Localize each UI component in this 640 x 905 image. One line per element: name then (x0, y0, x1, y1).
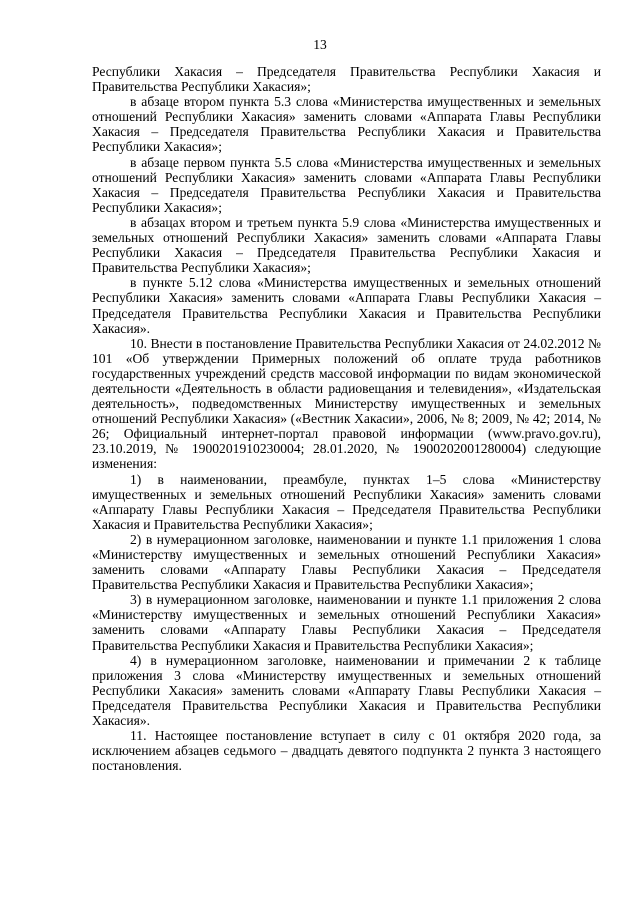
paragraph-item-10: 10. Внести в постановление Правительства Республики Хакасия от 24.02.2012 № 101 «Об утверждении Примерных положений об оплате труда работников государственных учреждений средств массовой информации по видам экономической деятельности «Деятельность в области радиовещания и телевидения», «Издательская деятельность», подведомственных Министерству имущественных и земельных отношений Республики Хакасия» («Вестник Хакасии», 2006, № 8; 2009, № 42; 2014, № 26; Официальный интернет-портал правовой информации (www.pravo.gov.ru), 23.10.2019, № 1900201910230004; 28.01.2020, № 1900202001280004) следующие изменения: (92, 335, 601, 472)
paragraph-subitem-1: 1) в наименовании, преамбуле, пунктах 1–5 слова «Министерству имущественных и земельных отношений Республики Хакасия» заменить словами «Аппарату Главы Республики Хакасия – Председателя Правительства Республики Хакасия и Правительства Республики Хакасия»; (92, 471, 601, 532)
paragraph-subitem-4: 4) в нумерационном заголовке, наименовании и примечании 2 к таблице приложения 3 слова «Министерству имущественных и земельных отношений Республики Хакасия» заменить словами «Аппарату Главы Республики Хакасия – Председателя Правительства Республики Хакасия и Правительства Республики Хакасия». (92, 652, 601, 729)
paragraph-point-5-9: в абзацах втором и третьем пункта 5.9 слова «Министерства имущественных и земельных отношений Республики Хакасия» заменить словами «Аппарата Главы Республики Хакасия – Председателя Правительства Республики Хакасия и Правительства Республики Хакасия»; (92, 214, 601, 276)
page-number: 13 (313, 37, 327, 52)
paragraph-subitem-3: 3) в нумерационном заголовке, наименовании и пункте 1.1 приложения 2 слова «Министерству имущественных и земельных отношений Республики Хакасия» заменить словами «Аппарату Главы Республики Хакасия – Председателя Правительства Республики Хакасия и Правительства Республики Хакасия»; (92, 592, 601, 653)
paragraph-subitem-2: 2) в нумерационном заголовке, наименовании и пункте 1.1 приложения 1 слова «Министерству имущественных и земельных отношений Республики Хакасия» заменить словами «Аппарату Главы Республики Хакасия – Председателя Правительства Республики Хакасия и Правительства Республики Хакасия»; (92, 531, 601, 593)
paragraph-point-5-12: в пункте 5.12 слова «Министерства имущественных и земельных отношений Республики Хакасия» заменить словами «Аппарата Главы Республики Хакасия – Председателя Правительства Республики Хакасия и Правительства Республики Хакасия». (92, 275, 601, 336)
paragraph-continuation: Республики Хакасия – Председателя Правительства Республики Хакасия и Правительства Республики Хакасия»; (92, 64, 601, 95)
paragraph-point-5-3: в абзаце втором пункта 5.3 слова «Министерства имущественных и земельных отношений Республики Хакасия» заменить словами «Аппарата Главы Республики Хакасия – Председателя Правительства Республики Хакасия и Правительства Республики Хакасия»; (92, 94, 601, 155)
paragraph-item-11: 11. Настоящее постановление вступает в силу с 01 октября 2020 года, за исключением абзацев седьмого – двадцать девятого подпункта 2 пункта 3 настоящего постановления. (92, 728, 601, 774)
document-body (92, 64, 601, 773)
paragraph-point-5-5: в абзаце первом пункта 5.5 слова «Министерства имущественных и земельных отношений Республики Хакасия» заменить словами «Аппарата Главы Республики Хакасия – Председателя Правительства Республики Хакасия и Правительства Республики Хакасия»; (92, 154, 601, 215)
